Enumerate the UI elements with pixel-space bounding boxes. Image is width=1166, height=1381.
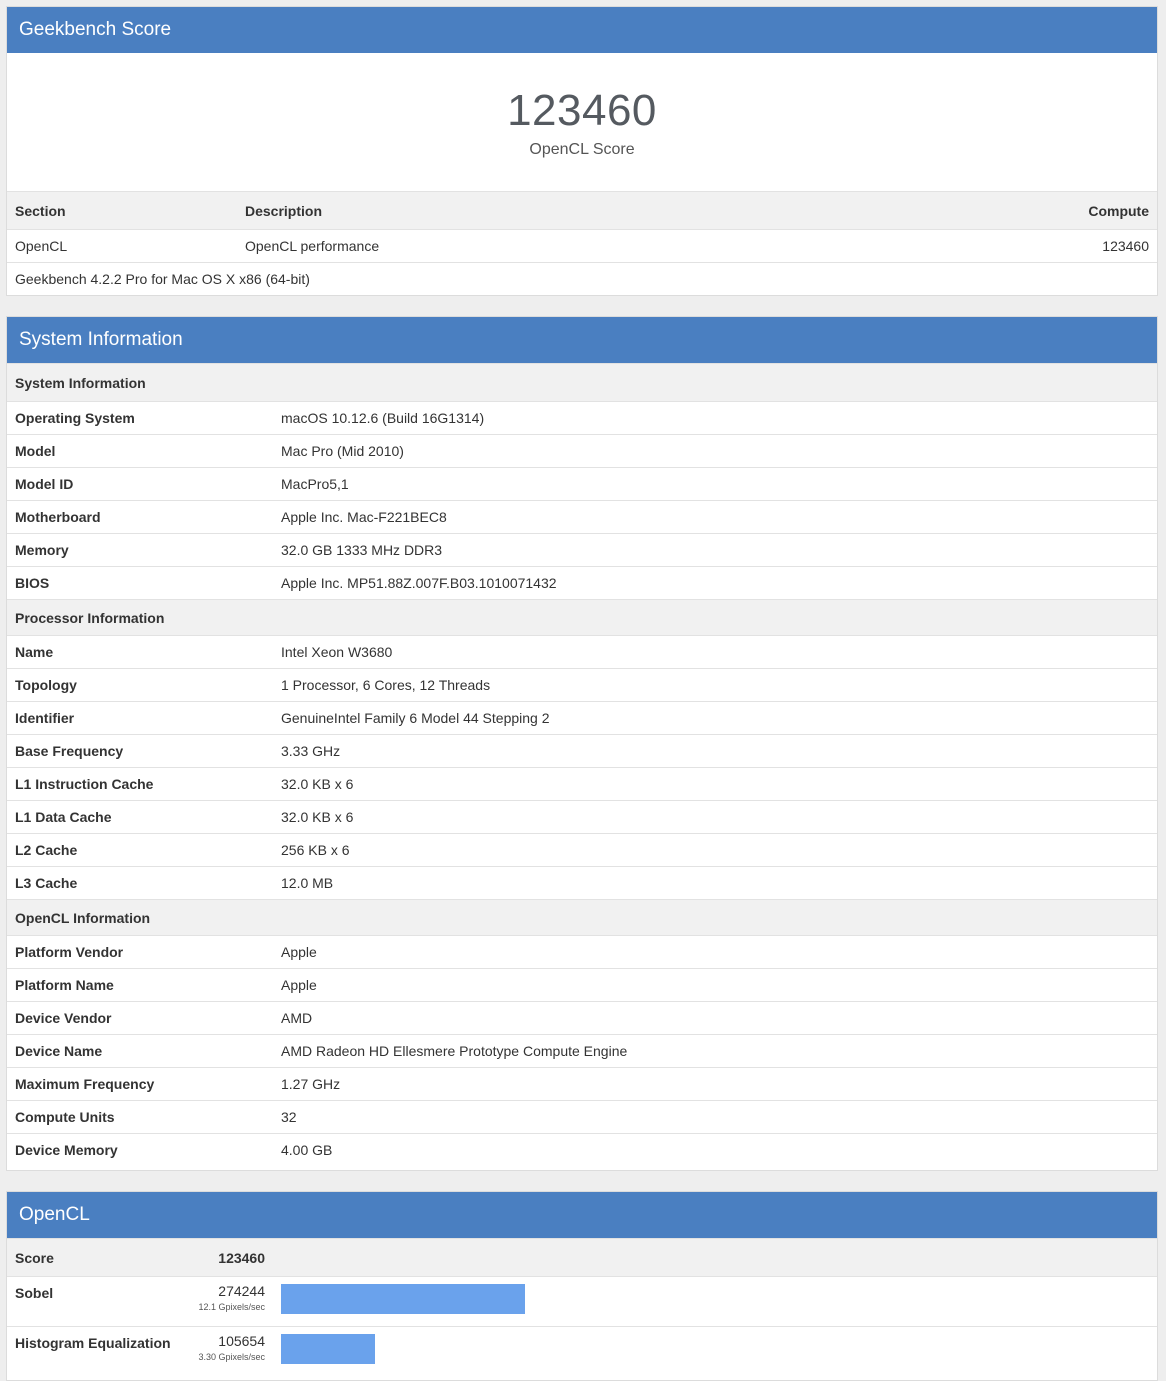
- table-row: [7, 833, 1157, 866]
- section-heading-label: OpenCL Information: [15, 909, 151, 926]
- row-key: Maximum Frequency: [15, 1076, 155, 1092]
- table-header: [7, 191, 1157, 229]
- benchmark-bar: [281, 1334, 375, 1364]
- row-value: Apple Inc. MP51.88Z.007F.B03.1010071432: [281, 575, 557, 591]
- benchmark-name: Histogram Equalization: [15, 1335, 171, 1351]
- row-key: L2 Cache: [15, 842, 78, 858]
- table-row: [7, 467, 1157, 500]
- row-section: OpenCL: [15, 238, 68, 254]
- section-heading: [7, 363, 1157, 401]
- row-key: Platform Name: [15, 977, 114, 993]
- score-label: Score: [15, 1249, 54, 1266]
- row-value: 1 Processor, 6 Cores, 12 Threads: [281, 677, 491, 693]
- table-row: [7, 1001, 1157, 1034]
- benchmark-list: [7, 1276, 1157, 1376]
- row-value: Intel Xeon W3680: [281, 644, 393, 660]
- table-row: [7, 401, 1157, 434]
- row-value: Apple: [281, 977, 317, 993]
- row-key: Device Vendor: [15, 1010, 112, 1026]
- benchmark-rate: 12.1 Gpixels/sec: [198, 1302, 265, 1312]
- table-row: [7, 1034, 1157, 1067]
- row-value: Apple Inc. Mac-F221BEC8: [281, 509, 447, 525]
- geekbench-score-panel: [6, 6, 1158, 296]
- benchmark-score: [177, 1277, 265, 1312]
- score-value: 123460: [218, 1249, 265, 1266]
- benchmark-row: [7, 1276, 1157, 1326]
- row-key: L1 Data Cache: [15, 809, 112, 825]
- benchmark-bar-track: [281, 1334, 1021, 1364]
- system-information-panel: [6, 316, 1158, 1171]
- table-row: [7, 1067, 1157, 1100]
- opencl-score-row: [7, 1238, 1157, 1276]
- row-value: AMD Radeon HD Ellesmere Prototype Compute Engine: [281, 1043, 628, 1059]
- benchmark-bar-track: [281, 1284, 1021, 1314]
- benchmark-score-value: 274244: [218, 1283, 265, 1299]
- row-key: Compute Units: [15, 1109, 115, 1125]
- opencl-panel: [6, 1191, 1158, 1381]
- row-key: Identifier: [15, 710, 75, 726]
- opencl-score-value: 123460: [507, 86, 657, 135]
- table-row: [7, 734, 1157, 767]
- benchmark-rate: 3.30 Gpixels/sec: [198, 1352, 265, 1362]
- row-value: 3.33 GHz: [281, 743, 341, 759]
- row-key: Base Frequency: [15, 743, 124, 759]
- row-key: Topology: [15, 677, 77, 693]
- table-row: [7, 668, 1157, 701]
- table-row: [7, 935, 1157, 968]
- row-value: 32.0 KB x 6: [281, 776, 354, 792]
- section-heading: [7, 899, 1157, 935]
- row-value: 12.0 MB: [281, 875, 334, 891]
- table-row: [7, 1133, 1157, 1166]
- section-heading-label: Processor Information: [15, 609, 165, 626]
- table-row: [7, 701, 1157, 734]
- table-row: [7, 566, 1157, 599]
- panel-title: OpenCL: [7, 1192, 1157, 1238]
- section-heading-label: System Information: [15, 374, 146, 391]
- row-key: Platform Vendor: [15, 944, 124, 960]
- table-row: [7, 767, 1157, 800]
- table-row: [7, 635, 1157, 668]
- row-value: 32.0 KB x 6: [281, 809, 354, 825]
- col-section: Section: [15, 202, 66, 219]
- table-row: [7, 866, 1157, 899]
- score-summary: [7, 53, 1157, 191]
- row-value: 1.27 GHz: [281, 1076, 341, 1092]
- benchmark-bar: [281, 1284, 525, 1314]
- row-value: 32.0 GB 1333 MHz DDR3: [281, 542, 443, 558]
- benchmark-name: Sobel: [15, 1285, 54, 1301]
- row-compute: 123460: [1102, 238, 1149, 254]
- row-key: L1 Instruction Cache: [15, 776, 154, 792]
- row-key: Motherboard: [15, 509, 101, 525]
- row-value: 256 KB x 6: [281, 842, 350, 858]
- col-description: Description: [245, 202, 323, 219]
- row-value: Mac Pro (Mid 2010): [281, 443, 404, 459]
- row-value: macOS 10.12.6 (Build 16G1314): [281, 410, 485, 426]
- row-value: MacPro5,1: [281, 476, 349, 492]
- opencl-score-label: OpenCL Score: [529, 141, 635, 158]
- table-row: [7, 229, 1157, 262]
- benchmark-score: [177, 1327, 265, 1362]
- row-key: Memory: [15, 542, 69, 558]
- table-row: [7, 500, 1157, 533]
- row-key: Model: [15, 443, 56, 459]
- col-compute: Compute: [1088, 202, 1149, 219]
- row-value: AMD: [281, 1010, 313, 1026]
- row-key: Device Memory: [15, 1142, 118, 1158]
- benchmark-row: [7, 1326, 1157, 1376]
- panel-title: System Information: [7, 317, 1157, 363]
- row-key: BIOS: [15, 575, 50, 591]
- system-information-table: [7, 363, 1157, 1166]
- table-row: [7, 800, 1157, 833]
- row-description: OpenCL performance: [245, 238, 380, 254]
- row-key: L3 Cache: [15, 875, 78, 891]
- section-heading: [7, 599, 1157, 635]
- row-key: Operating System: [15, 410, 135, 426]
- row-value: GenuineIntel Family 6 Model 44 Stepping 2: [281, 710, 550, 726]
- row-key: Model ID: [15, 476, 74, 492]
- version-footer: [7, 262, 1157, 294]
- benchmark-score-value: 105654: [218, 1333, 265, 1349]
- row-value: 4.00 GB: [281, 1142, 333, 1158]
- row-key: Name: [15, 644, 54, 660]
- table-row: [7, 434, 1157, 467]
- table-row: [7, 1100, 1157, 1133]
- table-row: [7, 968, 1157, 1001]
- row-key: Device Name: [15, 1043, 103, 1059]
- table-row: [7, 533, 1157, 566]
- row-value: Apple: [281, 944, 317, 960]
- version-text: Geekbench 4.2.2 Pro for Mac OS X x86 (64-bit): [15, 270, 310, 287]
- panel-title: Geekbench Score: [7, 7, 1157, 53]
- row-value: 32: [281, 1109, 297, 1125]
